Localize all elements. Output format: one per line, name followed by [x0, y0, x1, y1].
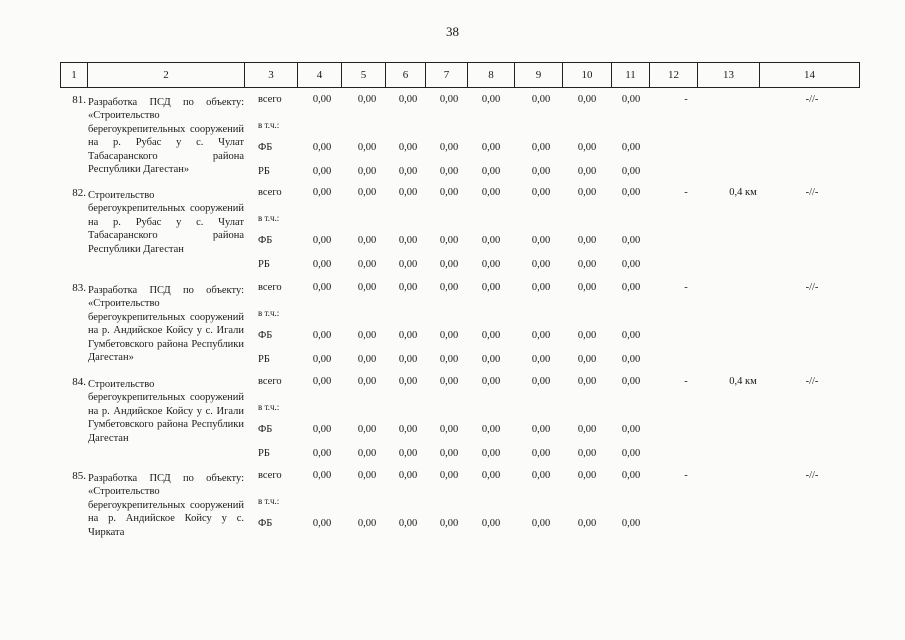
value-cell: 0,00 — [481, 142, 501, 153]
value-cell: 0,00 — [531, 94, 551, 105]
value-cell: 0,00 — [481, 470, 501, 481]
value-cell: 0,00 — [621, 142, 641, 153]
funding-row — [60, 259, 860, 273]
cell-col12: - — [684, 470, 688, 481]
funding-source: ФБ — [258, 424, 273, 435]
funding-source: РБ — [258, 259, 270, 270]
value-cell: 0,00 — [531, 187, 551, 198]
value-cell: 0,00 — [357, 282, 377, 293]
cell-col13: 0,4 км — [729, 187, 757, 198]
value-cell: 0,00 — [481, 166, 501, 177]
value-cell: 0,00 — [439, 470, 459, 481]
value-cell: 0,00 — [531, 235, 551, 246]
funding-row — [60, 235, 860, 249]
entry-number: 85. — [72, 470, 86, 482]
funding-row — [60, 376, 860, 390]
value-cell: 0,00 — [398, 424, 418, 435]
value-cell: 0,00 — [357, 424, 377, 435]
funding-source: всего — [258, 282, 282, 293]
value-cell: 0,00 — [398, 142, 418, 153]
value-cell: 0,00 — [577, 376, 597, 387]
table-header-row — [60, 62, 860, 88]
cell-col12: - — [684, 376, 688, 387]
value-cell: 0,00 — [439, 448, 459, 459]
value-cell: 0,00 — [398, 470, 418, 481]
value-cell: 0,00 — [577, 235, 597, 246]
value-cell: 0,00 — [481, 424, 501, 435]
value-cell: 0,00 — [312, 424, 332, 435]
header-cell-10: 10 — [563, 63, 612, 87]
funding-row — [60, 518, 860, 532]
header-cell-7: 7 — [426, 63, 468, 87]
value-cell: 0,00 — [312, 282, 332, 293]
funding-source: всего — [258, 187, 282, 198]
header-cell-12: 12 — [650, 63, 698, 87]
funding-source: всего — [258, 94, 282, 105]
value-cell: 0,00 — [439, 330, 459, 341]
value-cell: 0,00 — [357, 470, 377, 481]
value-cell: 0,00 — [357, 187, 377, 198]
header-cell-8: 8 — [468, 63, 515, 87]
value-cell: 0,00 — [531, 142, 551, 153]
value-cell: 0,00 — [312, 354, 332, 365]
funding-source: РБ — [258, 448, 270, 459]
value-cell: 0,00 — [481, 518, 501, 529]
value-cell: 0,00 — [398, 94, 418, 105]
value-cell: 0,00 — [439, 376, 459, 387]
value-cell: 0,00 — [398, 518, 418, 529]
value-cell: 0,00 — [621, 376, 641, 387]
header-cell-5: 5 — [342, 63, 386, 87]
value-cell: 0,00 — [621, 94, 641, 105]
value-cell: 0,00 — [621, 259, 641, 270]
entry-number: 84. — [72, 376, 86, 388]
value-cell: 0,00 — [439, 424, 459, 435]
funding-source: в т.ч.: — [258, 308, 280, 318]
value-cell: 0,00 — [357, 166, 377, 177]
value-cell: 0,00 — [481, 187, 501, 198]
funding-source: ФБ — [258, 235, 273, 246]
funding-source: в т.ч.: — [258, 120, 280, 130]
value-cell: 0,00 — [621, 448, 641, 459]
value-cell: 0,00 — [439, 354, 459, 365]
value-cell: 0,00 — [398, 235, 418, 246]
value-cell: 0,00 — [531, 424, 551, 435]
funding-row — [60, 306, 860, 320]
value-cell: 0,00 — [439, 259, 459, 270]
value-cell: 0,00 — [312, 376, 332, 387]
value-cell: 0,00 — [577, 142, 597, 153]
value-cell: 0,00 — [621, 166, 641, 177]
value-cell: 0,00 — [357, 448, 377, 459]
funding-row — [60, 94, 860, 108]
cell-col13: 0,4 км — [729, 376, 757, 387]
funding-row — [60, 354, 860, 368]
value-cell: 0,00 — [439, 282, 459, 293]
header-cell-2: 2 — [88, 63, 245, 87]
value-cell: 0,00 — [357, 94, 377, 105]
value-cell: 0,00 — [481, 376, 501, 387]
value-cell: 0,00 — [531, 518, 551, 529]
header-cell-6: 6 — [386, 63, 426, 87]
funding-source: всего — [258, 470, 282, 481]
cell-col14: -//- — [805, 94, 819, 105]
header-cell-3: 3 — [245, 63, 298, 87]
value-cell: 0,00 — [357, 518, 377, 529]
value-cell: 0,00 — [577, 354, 597, 365]
value-cell: 0,00 — [531, 376, 551, 387]
value-cell: 0,00 — [577, 94, 597, 105]
value-cell: 0,00 — [481, 235, 501, 246]
value-cell: 0,00 — [312, 187, 332, 198]
value-cell: 0,00 — [531, 282, 551, 293]
value-cell: 0,00 — [621, 235, 641, 246]
value-cell: 0,00 — [312, 235, 332, 246]
value-cell: 0,00 — [577, 187, 597, 198]
value-cell: 0,00 — [621, 518, 641, 529]
value-cell: 0,00 — [621, 330, 641, 341]
value-cell: 0,00 — [481, 282, 501, 293]
value-cell: 0,00 — [439, 94, 459, 105]
entry-number: 82. — [72, 187, 86, 199]
value-cell: 0,00 — [398, 448, 418, 459]
funding-row — [60, 494, 860, 508]
value-cell: 0,00 — [312, 330, 332, 341]
value-cell: 0,00 — [398, 187, 418, 198]
value-cell: 0,00 — [531, 166, 551, 177]
value-cell: 0,00 — [577, 259, 597, 270]
cell-col12: - — [684, 187, 688, 198]
cell-col14: -//- — [805, 376, 819, 387]
value-cell: 0,00 — [398, 330, 418, 341]
funding-row — [60, 187, 860, 201]
value-cell: 0,00 — [621, 424, 641, 435]
value-cell: 0,00 — [531, 354, 551, 365]
value-cell: 0,00 — [439, 166, 459, 177]
funding-source: в т.ч.: — [258, 402, 280, 412]
funding-row — [60, 424, 860, 438]
funding-row — [60, 166, 860, 180]
value-cell: 0,00 — [481, 354, 501, 365]
value-cell: 0,00 — [357, 376, 377, 387]
funding-source: РБ — [258, 354, 270, 365]
value-cell: 0,00 — [621, 282, 641, 293]
value-cell: 0,00 — [481, 330, 501, 341]
funding-row — [60, 211, 860, 225]
funding-row — [60, 448, 860, 462]
value-cell: 0,00 — [621, 187, 641, 198]
entry-number: 81. — [72, 94, 86, 106]
entry-number: 83. — [72, 282, 86, 294]
funding-row — [60, 330, 860, 344]
funding-source: ФБ — [258, 518, 273, 529]
value-cell: 0,00 — [577, 424, 597, 435]
value-cell: 0,00 — [531, 259, 551, 270]
value-cell: 0,00 — [439, 142, 459, 153]
value-cell: 0,00 — [357, 259, 377, 270]
value-cell: 0,00 — [398, 376, 418, 387]
value-cell: 0,00 — [398, 354, 418, 365]
funding-source: в т.ч.: — [258, 213, 280, 223]
funding-row — [60, 400, 860, 414]
value-cell: 0,00 — [481, 94, 501, 105]
value-cell: 0,00 — [357, 142, 377, 153]
value-cell: 0,00 — [357, 354, 377, 365]
funding-source: в т.ч.: — [258, 496, 280, 506]
entry-description: Строительство берегоукрепительных сооружений на р. Рубас у с. Чулат Табасаранского района Республики Дагестан — [88, 190, 244, 255]
value-cell: 0,00 — [481, 448, 501, 459]
header-cell-1: 1 — [60, 63, 88, 87]
header-cell-11: 11 — [612, 63, 650, 87]
header-cell-13: 13 — [698, 63, 760, 87]
value-cell: 0,00 — [577, 518, 597, 529]
cell-col12: - — [684, 282, 688, 293]
funding-row — [60, 470, 860, 484]
funding-source: РБ — [258, 166, 270, 177]
value-cell: 0,00 — [621, 470, 641, 481]
cell-col14: -//- — [805, 470, 819, 481]
value-cell: 0,00 — [621, 354, 641, 365]
value-cell: 0,00 — [357, 330, 377, 341]
value-cell: 0,00 — [577, 448, 597, 459]
value-cell: 0,00 — [577, 330, 597, 341]
value-cell: 0,00 — [357, 235, 377, 246]
funding-source: ФБ — [258, 330, 273, 341]
entry-description: Строительство берегоукрепительных сооружений на р. Андийское Койсу у с. Игали Гумбетовского района Республики Дагестан — [88, 379, 244, 444]
value-cell: 0,00 — [312, 142, 332, 153]
header-cell-14: 14 — [760, 63, 860, 87]
funding-row — [60, 142, 860, 156]
entry-description: Разработка ПСД по объекту: «Строительство берегоукрепительных сооружений на р. Рубас у с. Чулат Табасаранского района Республики Дагестан» — [88, 97, 244, 176]
entry-description: Разработка ПСД по объекту: «Строительство берегоукрепительных сооружений на р. Андийское Койсу у с. Игали Гумбетовского района Республики Дагестан» — [88, 285, 244, 364]
funding-row — [60, 118, 860, 132]
value-cell: 0,00 — [531, 330, 551, 341]
value-cell: 0,00 — [577, 470, 597, 481]
entry-description: Разработка ПСД по объекту: «Строительство берегоукрепительных сооружений на р. Андийское Койсу у с. Чирката — [88, 473, 244, 538]
value-cell: 0,00 — [481, 259, 501, 270]
value-cell: 0,00 — [577, 166, 597, 177]
header-cell-4: 4 — [298, 63, 342, 87]
funding-row — [60, 282, 860, 296]
value-cell: 0,00 — [531, 470, 551, 481]
value-cell: 0,00 — [398, 166, 418, 177]
value-cell: 0,00 — [312, 94, 332, 105]
page-number: 38 — [446, 24, 459, 39]
value-cell: 0,00 — [312, 448, 332, 459]
value-cell: 0,00 — [439, 187, 459, 198]
value-cell: 0,00 — [398, 282, 418, 293]
header-cell-9: 9 — [515, 63, 563, 87]
cell-col12: - — [684, 94, 688, 105]
value-cell: 0,00 — [439, 518, 459, 529]
funding-source: всего — [258, 376, 282, 387]
value-cell: 0,00 — [312, 470, 332, 481]
value-cell: 0,00 — [439, 235, 459, 246]
value-cell: 0,00 — [312, 518, 332, 529]
value-cell: 0,00 — [312, 166, 332, 177]
cell-col14: -//- — [805, 282, 819, 293]
cell-col14: -//- — [805, 187, 819, 198]
funding-source: ФБ — [258, 142, 273, 153]
value-cell: 0,00 — [398, 259, 418, 270]
value-cell: 0,00 — [577, 282, 597, 293]
value-cell: 0,00 — [531, 448, 551, 459]
value-cell: 0,00 — [312, 259, 332, 270]
